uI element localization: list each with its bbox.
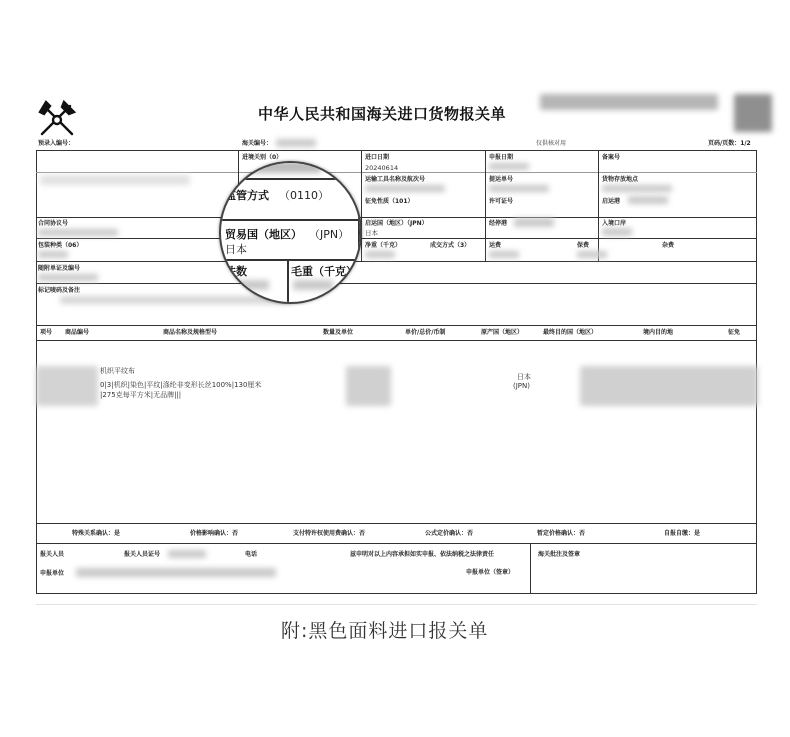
- verification-note: 仅供核对用: [536, 140, 567, 147]
- price-impact-confirm: 价格影响确认：否: [190, 530, 239, 537]
- pre-entry-no-label: 预录入编号：: [38, 140, 75, 147]
- customs-emblem-icon: [36, 98, 78, 140]
- provisional-price-confirm: 暂定价格确认：否: [537, 530, 586, 537]
- phone-label: 电话: [245, 551, 258, 558]
- mag-trade-country-label: 贸易国（地区）: [225, 228, 302, 241]
- col-quantity: 数量及单位: [323, 329, 354, 336]
- import-date-label: 进口日期: [365, 154, 390, 161]
- goods-place-label: 货物存放地点: [602, 176, 639, 183]
- mag-supervision-code: （0110）: [279, 189, 329, 202]
- package-type-label: 包装种类（06）: [38, 242, 83, 249]
- col-exemption: 征免: [728, 329, 741, 336]
- tax-nature-label: 征免性质（101）: [365, 198, 414, 205]
- goods-origin-code: (JPN): [513, 382, 530, 390]
- net-weight-label: 净重（千克）: [365, 242, 402, 249]
- marks-label: 标记唛码及备注: [38, 287, 81, 294]
- departure-port-label: 启运港: [602, 198, 621, 205]
- form-title: 中华人民共和国海关进口货物报关单: [258, 105, 507, 123]
- col-item-no: 项号: [40, 329, 53, 336]
- entry-port-label: 进境关别（0）: [242, 154, 283, 161]
- docs-label: 随附单证及编号: [38, 265, 81, 272]
- mag-country-name: 日本: [225, 243, 247, 256]
- mag-pieces-label: 件数: [225, 265, 247, 278]
- special-relation-confirm: 特殊关系确认：是: [72, 530, 121, 537]
- col-price: 单价/总价/币制: [405, 329, 446, 336]
- qr-code-redacted: [734, 94, 772, 132]
- contract-no-label: 合同协议号: [38, 220, 69, 227]
- formula-price-confirm: 公式定价确认：否: [425, 530, 474, 537]
- declarant-label: 报关人员: [40, 551, 65, 558]
- mag-gross-weight-label: 毛重（千克）: [291, 265, 357, 278]
- transport-label: 运输工具名称及航次号: [365, 176, 426, 183]
- customs-no-label: 海关编号：: [242, 140, 273, 147]
- origin-country-value: 日本: [365, 229, 378, 237]
- col-hs-code: 商品编号: [65, 329, 90, 336]
- import-date-value: 20240614: [365, 164, 399, 172]
- declare-date-label: 申报日期: [489, 154, 514, 161]
- col-destination: 最终目的国（地区）: [543, 329, 598, 336]
- goods-name: 机织平纹布: [100, 367, 135, 375]
- goods-spec-line1: 0|3|机织|染色|平纹|涤纶非变形长丝100%|130厘米: [100, 381, 262, 389]
- mag-supervision-label: 监管方式: [225, 189, 269, 202]
- customs-remark-label: 海关批注及签章: [538, 551, 581, 558]
- col-domestic-dest: 境内目的地: [643, 329, 674, 336]
- self-report-confirm: 自报自缴：是: [664, 530, 701, 537]
- col-origin: 原产国（地区）: [481, 329, 524, 336]
- via-port-label: 经停港: [489, 220, 508, 227]
- col-name-spec: 商品名称及规格型号: [163, 329, 218, 336]
- bill-no-label: 提运单号: [489, 176, 514, 183]
- misc-fee-label: 杂费: [662, 242, 675, 249]
- insurance-label: 保费: [577, 242, 590, 249]
- royalty-confirm: 支付特许权使用费确认：否: [293, 530, 366, 537]
- freight-label: 运费: [489, 242, 502, 249]
- declarant-cert-label: 报关人员证号: [124, 551, 161, 558]
- record-no-label: 备案号: [602, 154, 621, 161]
- goods-spec-line2: |275克每平方米|无品牌|||: [100, 391, 182, 399]
- entry-border-label: 入境口岸: [602, 220, 627, 227]
- barcode-redacted: [540, 94, 718, 110]
- page-indicator: 页码/页数：1/2: [708, 140, 751, 147]
- deal-method-label: 成交方式（3）: [430, 242, 471, 249]
- declare-unit-label: 申报单位: [40, 570, 65, 577]
- license-no-label: 许可证号: [489, 198, 514, 205]
- mag-trade-country-code: （JPN）: [309, 228, 350, 241]
- goods-origin: 日本: [517, 373, 531, 381]
- caption: 附:黑色面料进口报关单: [281, 620, 489, 642]
- magnifier-zoom: [219, 161, 362, 304]
- declaration-statement: 兹申明对以上内容承担如实申报、依法纳税之法律责任: [350, 551, 495, 558]
- origin-country-label: 启运国（地区）（JPN）: [365, 220, 428, 227]
- declare-unit-seal-label: 申报单位（签章）: [466, 569, 515, 576]
